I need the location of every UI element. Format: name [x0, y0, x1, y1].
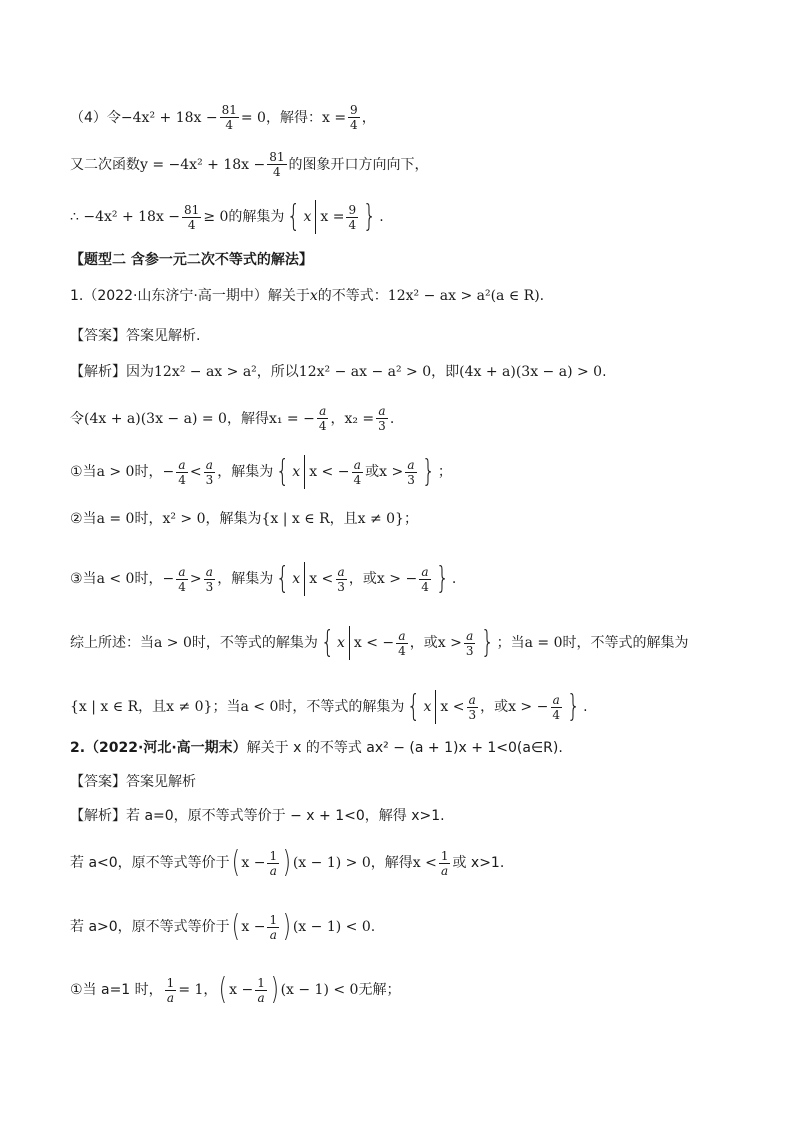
- fraction: $\frac{1}{a}$: [166, 975, 175, 1005]
- negative-case: [70, 845, 754, 880]
- text: 时，: [134, 511, 163, 527]
- text: .: [389, 410, 395, 427]
- text: ，解得: [226, 410, 269, 427]
- brace: {: [287, 199, 301, 234]
- math: x <: [309, 571, 334, 587]
- text: .: [379, 209, 384, 225]
- math: a < 0: [96, 571, 135, 587]
- answer-2: [70, 772, 754, 792]
- text: 时，不等式的解集为: [562, 635, 689, 651]
- text: .: [602, 364, 607, 380]
- text: .: [451, 571, 457, 587]
- math: x < −: [309, 464, 350, 480]
- math: a = 0: [96, 511, 135, 527]
- divider-bar: [435, 690, 436, 724]
- text: 【解析】若 a=0，原不等式等价于 − x + 1<0，解得 x>1.: [70, 808, 445, 824]
- text: ，或: [348, 571, 377, 587]
- brace: {: [276, 561, 290, 596]
- text: ；: [437, 464, 452, 480]
- math: x: [292, 464, 301, 480]
- math: {x | x ∈ R: [261, 511, 330, 527]
- text: 无解；: [358, 982, 401, 998]
- brace: }: [480, 625, 494, 660]
- summary-2: [70, 690, 754, 724]
- text: 解关于 x 的不等式 ax² − (a + 1)x + 1<0(a∈R).: [246, 740, 563, 756]
- brace: {: [276, 454, 290, 489]
- math: x: [309, 288, 318, 304]
- analysis-1: [70, 362, 754, 382]
- text: （4）令: [70, 109, 121, 126]
- math: −: [162, 464, 175, 480]
- text: 的图象开口方向向下，: [288, 156, 429, 173]
- positive-case: [70, 909, 754, 944]
- brace: }: [435, 561, 450, 596]
- divider-bar: [304, 562, 305, 596]
- math: 12x² − ax > a²(a ∈ R): [387, 288, 540, 304]
- math: x₁ = −: [268, 410, 315, 427]
- case-1: [70, 455, 754, 489]
- summary-1: [70, 626, 754, 660]
- paren: ): [270, 972, 279, 1007]
- brace: }: [566, 689, 581, 724]
- math: (x − 1) > 0: [292, 855, 371, 871]
- text: 1.（2022·山东济宁·高一期中）解关于: [70, 288, 310, 304]
- step4-line: [70, 103, 754, 132]
- divider-bar: [304, 455, 305, 489]
- fraction: $\frac{1}{a}$: [269, 848, 278, 878]
- heading: 【题型二 含参一元二次不等式的解法】: [70, 252, 313, 268]
- text: 的不等式：: [317, 288, 388, 304]
- fraction: $\frac{81}{4}$: [221, 103, 237, 132]
- math: −4x² + 18x −: [120, 109, 218, 126]
- math: x −: [241, 919, 266, 935]
- text: .: [370, 919, 376, 935]
- math: a < 0: [240, 699, 279, 715]
- paren: (: [231, 845, 240, 880]
- math: >: [189, 571, 202, 587]
- fraction: $\frac{a}{4}$: [318, 404, 327, 433]
- text: ，解得：: [265, 109, 322, 126]
- math: a = 0: [524, 635, 563, 651]
- text: ，: [203, 982, 218, 998]
- question-2: [70, 738, 754, 758]
- text: ②当: [70, 511, 97, 527]
- text: 【答案】答案见解析: [70, 774, 196, 790]
- text: ，解集为: [205, 511, 262, 527]
- math: x² > 0: [162, 511, 206, 527]
- paren: ): [282, 845, 292, 880]
- brace: {: [320, 625, 335, 660]
- case-2: [70, 509, 754, 529]
- math: x <: [412, 855, 437, 871]
- parabola-line: [70, 150, 754, 179]
- fraction: $\frac{a}{4}$: [353, 457, 362, 487]
- text: 或 x>1.: [452, 855, 505, 871]
- math: x −: [229, 982, 254, 998]
- math: x >: [437, 635, 462, 651]
- text: ③当: [70, 571, 97, 587]
- fraction: $\frac{a}{4}$: [421, 564, 429, 594]
- text: ①当 a=1 时，: [70, 982, 163, 998]
- fraction: $\frac{a}{3}$: [465, 628, 474, 658]
- text: 的解集为: [228, 209, 285, 225]
- text: 若 a<0，原不等式等价于: [70, 855, 230, 871]
- text: 或: [365, 464, 380, 480]
- math: (4x + a)(3x − a) = 0: [84, 410, 227, 427]
- fraction: $\frac{a}{4}$: [552, 692, 560, 722]
- text: 又二次函数: [70, 156, 140, 173]
- math: x > −: [376, 571, 418, 587]
- text: ，所以: [256, 364, 299, 380]
- text: ，且: [138, 699, 167, 715]
- math: = 0: [240, 109, 266, 126]
- math: 12x² − ax > a²: [154, 364, 257, 380]
- fraction: $\frac{a}{3}$: [205, 564, 214, 594]
- text: 令: [70, 410, 84, 427]
- text: ；: [403, 511, 418, 527]
- text: 综上所述：当: [70, 635, 154, 651]
- fraction: $\frac{a}{3}$: [378, 404, 386, 433]
- math: x < −: [353, 635, 395, 651]
- text: ，或: [409, 635, 438, 651]
- math: x: [303, 209, 312, 225]
- math: x =: [321, 109, 347, 126]
- case-3: [70, 562, 754, 596]
- text: 【答案】答案见解析.: [70, 328, 201, 344]
- fraction: $\frac{a}{4}$: [398, 628, 406, 658]
- math: {x | x ∈ R: [70, 699, 139, 715]
- roots-line: [70, 404, 754, 433]
- math: x <: [440, 699, 465, 715]
- text: 时，不等式的解集为: [191, 635, 318, 651]
- fraction: $\frac{a}{3}$: [407, 457, 415, 487]
- text: 若 a>0，原不等式等价于: [70, 919, 230, 935]
- math: x ≠ 0}: [166, 699, 213, 715]
- text: ；当: [496, 635, 525, 651]
- math: x >: [379, 464, 404, 480]
- text: ，解集为: [217, 571, 274, 587]
- text: 时，不等式的解集为: [278, 699, 405, 715]
- text: .: [539, 288, 545, 304]
- math: x ≠ 0}: [357, 511, 404, 527]
- question-1: [70, 286, 754, 306]
- math: x =: [320, 209, 345, 225]
- answer-1: [70, 326, 754, 346]
- math: x: [292, 571, 301, 587]
- fraction: $\frac{a}{4}$: [178, 457, 186, 487]
- math: (x − 1) < 0: [280, 982, 359, 998]
- fraction: $\frac{a}{4}$: [178, 564, 186, 594]
- brace: }: [362, 199, 377, 234]
- math: (4x + a)(3x − a) > 0: [459, 364, 603, 380]
- paren: (: [219, 972, 228, 1007]
- text: .: [583, 699, 588, 715]
- math: = 1: [178, 982, 204, 998]
- fraction: $\frac{1}{a}$: [269, 912, 278, 942]
- text: ，解集为: [217, 464, 274, 480]
- math: x > −: [508, 699, 549, 715]
- fraction: $\frac{9}{4}$: [348, 202, 357, 232]
- math: x: [336, 635, 345, 651]
- math: (x − 1) < 0: [292, 919, 371, 935]
- fraction: $\frac{9}{4}$: [350, 103, 358, 132]
- math: ≥ 0: [203, 209, 229, 225]
- fraction: $\frac{a}{3}$: [468, 692, 477, 722]
- fraction: $\frac{1}{a}$: [440, 848, 449, 878]
- divider-bar: [349, 626, 350, 660]
- section-heading: [70, 250, 754, 270]
- text: ，解得: [370, 855, 413, 871]
- paren: (: [231, 909, 240, 944]
- fraction: $\frac{81}{4}$: [269, 150, 285, 179]
- fraction: $\frac{81}{4}$: [184, 202, 200, 232]
- divider-bar: [315, 200, 316, 234]
- math: −: [162, 571, 175, 587]
- text: 时，: [134, 571, 163, 587]
- fraction: $\frac{a}{3}$: [205, 457, 214, 487]
- text: ，即: [431, 364, 460, 380]
- math: x₂ =: [344, 410, 375, 427]
- subcase-a-equals-1: [70, 972, 754, 1007]
- fraction: $\frac{a}{3}$: [337, 564, 345, 594]
- text: 时，: [134, 464, 163, 480]
- analysis-2: [70, 806, 754, 826]
- paren: ): [282, 909, 292, 944]
- text: ，: [330, 410, 345, 427]
- text: ，或: [480, 699, 509, 715]
- text: 【解析】因为: [70, 364, 154, 380]
- math: x: [423, 699, 432, 715]
- math: a > 0: [96, 464, 135, 480]
- math: a > 0: [154, 635, 192, 651]
- math: <: [189, 464, 202, 480]
- text: ①当: [70, 464, 97, 480]
- text: ，: [361, 109, 376, 126]
- solution-set-line: [70, 200, 754, 234]
- source: 2.（2022·河北·高一期末）: [70, 740, 247, 756]
- brace: {: [407, 689, 421, 724]
- math: ∴ −4x² + 18x −: [70, 209, 181, 225]
- math: y = −4x² + 18x −: [140, 156, 266, 173]
- text: ；当: [212, 699, 241, 715]
- math: x −: [241, 855, 266, 871]
- text: ，且: [329, 511, 358, 527]
- brace: }: [421, 454, 436, 489]
- fraction: $\frac{1}{a}$: [257, 975, 265, 1005]
- math: 12x² − ax − a² > 0: [298, 364, 432, 380]
